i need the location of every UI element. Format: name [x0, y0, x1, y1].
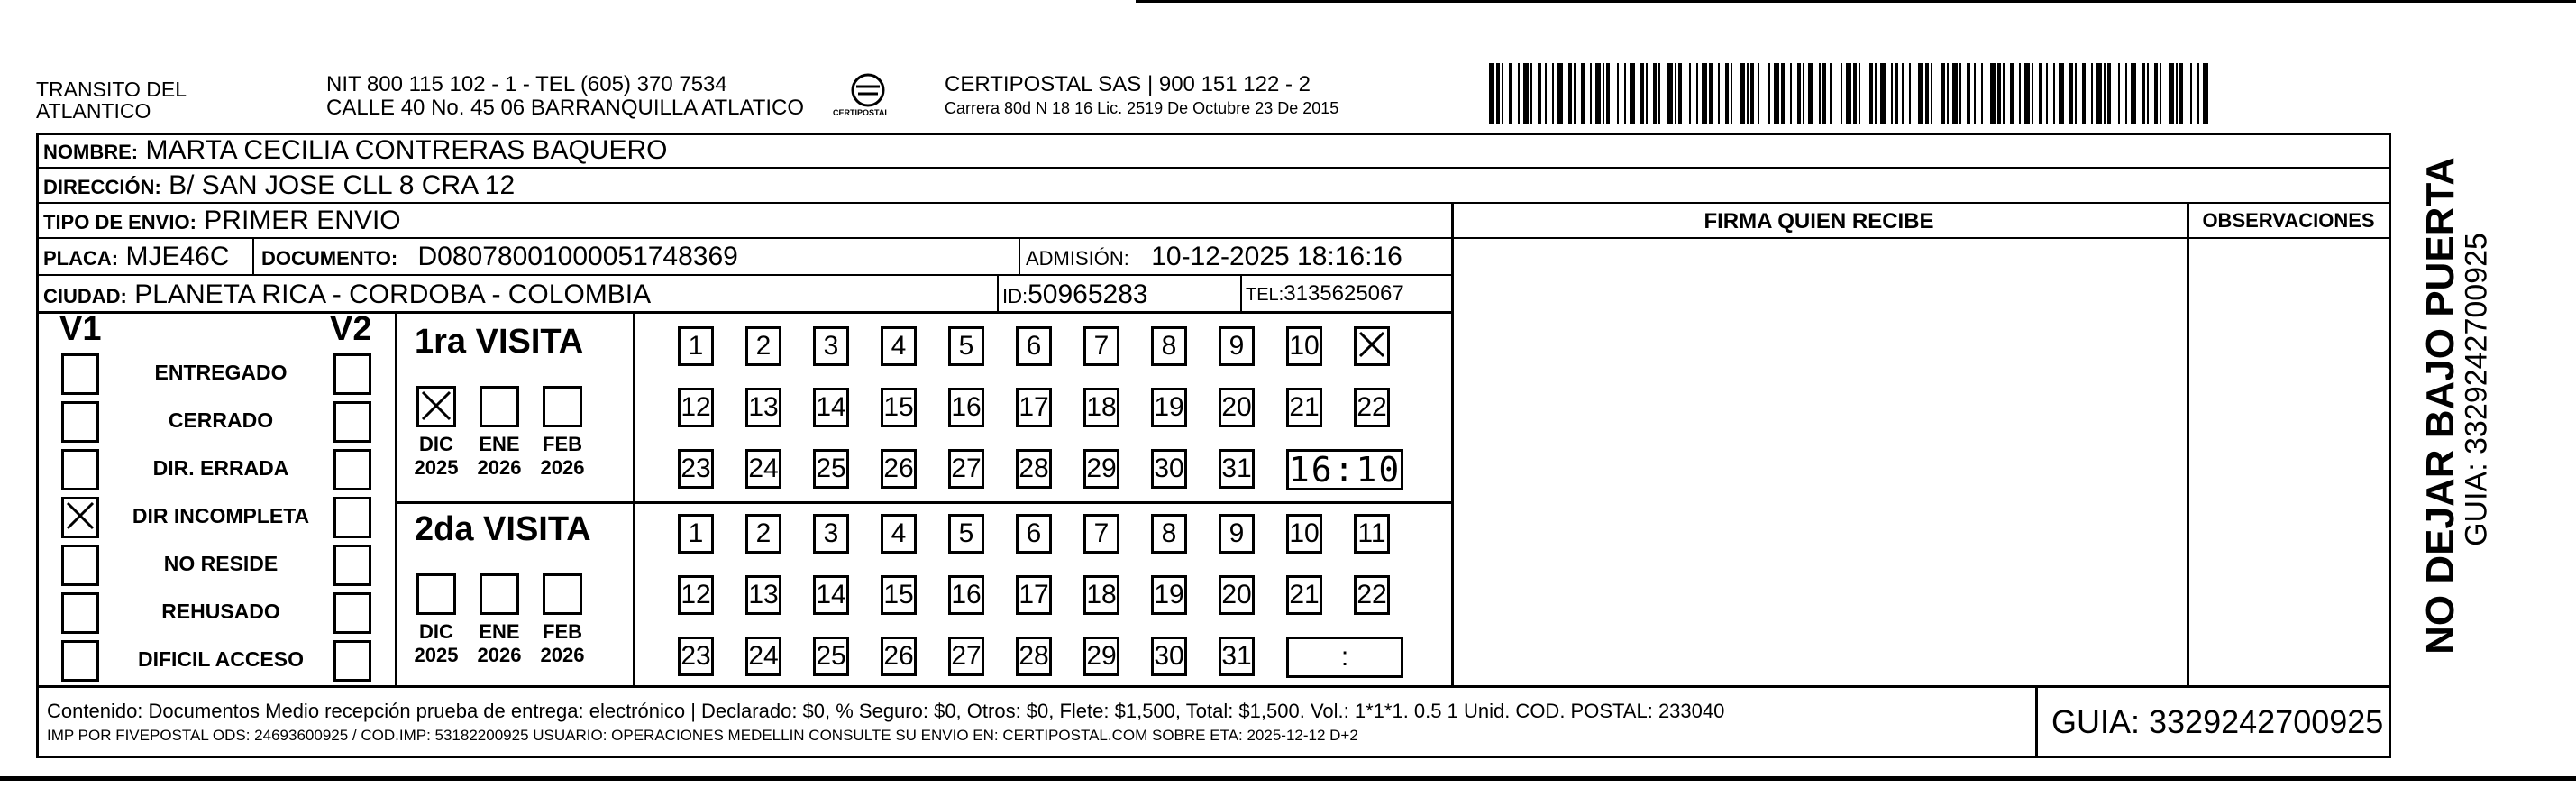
visit2-day-9[interactable] — [1219, 514, 1255, 554]
v2-checkbox[interactable] — [333, 592, 371, 634]
visit2-day-5[interactable] — [948, 514, 984, 554]
visit2-day-11[interactable] — [1354, 514, 1390, 554]
day-number: 12 — [681, 580, 711, 609]
header-license: Carrera 80d N 18 16 Lic. 2519 De Octubre 23 De 2015 — [945, 99, 1339, 117]
visit1-day-22[interactable] — [1354, 388, 1390, 427]
nombre-label: NOMBRE: — [43, 141, 139, 163]
day-number: 15 — [883, 392, 914, 422]
direccion-row — [43, 170, 515, 201]
frame-left — [36, 133, 39, 757]
status-label: DIR INCOMPLETA — [132, 504, 310, 527]
visit1-day-28[interactable] — [1016, 449, 1052, 489]
admision-row — [1026, 242, 1402, 272]
footer-imp-line: IMP POR FIVEPOSTAL ODS: 24693600925 / COD.IMP: 53182200925 USUARIO: OPERACIONES MEDELLIN CONSULTE SU ENVIO EN: CERTIPOSTAL.COM SOBRE ETA: 2025-12-12 D+2 — [47, 727, 1358, 744]
v2-checkbox[interactable] — [333, 353, 371, 395]
day-number: 25 — [816, 454, 846, 483]
col-line-obs-left — [2187, 202, 2189, 687]
visit2-day-20[interactable] — [1219, 575, 1255, 615]
placa-row — [43, 242, 230, 272]
visit2-day-27[interactable] — [948, 637, 984, 676]
v1-label: V1 — [59, 310, 102, 348]
nombre-value: MARTA CECILIA CONTRERAS BAQUERO — [145, 135, 668, 165]
day-number: 23 — [681, 641, 711, 671]
day-number: 27 — [951, 641, 982, 671]
visit1-day-5[interactable] — [948, 326, 984, 366]
visit1-day-7[interactable] — [1083, 326, 1119, 366]
visit2-day-8[interactable] — [1151, 514, 1187, 554]
visit2-day-24[interactable] — [745, 637, 781, 676]
tel-label: TEL: — [1246, 285, 1284, 305]
day-number: 11 — [1357, 518, 1386, 548]
day-number: 17 — [1019, 392, 1049, 422]
id-row — [1002, 279, 1148, 310]
header-left-line2: ATLANTICO — [36, 99, 151, 123]
v1-checkbox[interactable] — [61, 449, 99, 490]
footer-guia: GUIA: 3329242700925 — [2051, 703, 2384, 740]
day-number: 18 — [1086, 580, 1117, 609]
day-number: 23 — [681, 454, 711, 483]
visit1-day-30[interactable] — [1151, 449, 1187, 489]
visit2-month-checkbox[interactable] — [480, 573, 519, 615]
day-number: 14 — [816, 580, 846, 609]
side-title: NO DEJAR BAJO PUERTA — [2418, 157, 2462, 655]
day-number: 20 — [1221, 392, 1252, 422]
day-number: 12 — [681, 392, 711, 422]
footer-contenido: Contenido: Documentos Medio recepción prueba de entrega: electrónico | Declarado: $0, % Seguro: $0, Otros: $0, Flete: $1,500, Total: $1,500. Vol.: 1*1*1. 0.5 1 Unid. COD. POSTAL: 233040 — [47, 700, 1725, 722]
day-number: 28 — [1019, 454, 1049, 483]
day-number: 17 — [1019, 580, 1049, 609]
day-number: 3 — [823, 331, 839, 361]
day-number: 22 — [1357, 580, 1387, 609]
visit1-day-15[interactable] — [881, 388, 917, 427]
visit1-day-18[interactable] — [1083, 388, 1119, 427]
visit2-day-19[interactable] — [1151, 575, 1187, 615]
visit1-title: 1ra VISITA — [415, 323, 584, 361]
day-number: 29 — [1086, 454, 1117, 483]
visit2-day-12[interactable] — [678, 575, 714, 615]
visit2-day-3[interactable] — [813, 514, 849, 554]
visit1-month-checkbox[interactable] — [416, 386, 456, 427]
day-number: 10 — [1289, 331, 1320, 361]
tipo-label: TIPO DE ENVIO: — [43, 211, 196, 234]
visit2-day-18[interactable] — [1083, 575, 1119, 615]
visit-days-col-line — [633, 314, 635, 687]
visit1-day-31[interactable] — [1219, 449, 1255, 489]
day-number: 25 — [816, 641, 846, 671]
col-line-admision — [1019, 237, 1020, 275]
visit2-month-label: ENE 2026 — [477, 620, 522, 666]
status-label: REHUSADO — [161, 600, 280, 623]
visit1-day-17[interactable] — [1016, 388, 1052, 427]
v2-checkbox[interactable] — [333, 401, 371, 443]
day-number: 9 — [1229, 331, 1245, 361]
row-line-1 — [36, 167, 2390, 169]
day-number: 7 — [1093, 518, 1110, 548]
v1-checkbox[interactable] — [61, 640, 99, 682]
status-label: NO RESIDE — [163, 552, 279, 575]
visit1-day-14[interactable] — [813, 388, 849, 427]
frame-bottom — [36, 756, 2391, 758]
visit1-day-9[interactable] — [1219, 326, 1255, 366]
visit1-day-25[interactable] — [813, 449, 849, 489]
visit1-month-checkbox[interactable] — [543, 386, 582, 427]
placa-value: MJE46C — [125, 242, 230, 271]
visit2-day-13[interactable] — [745, 575, 781, 615]
col-line-tel — [1240, 274, 1242, 312]
visit1-day-13[interactable] — [745, 388, 781, 427]
day-number: 1 — [688, 518, 704, 548]
day-number: 16 — [951, 580, 982, 609]
visit2-day-25[interactable] — [813, 637, 849, 676]
visit1-month-label: ENE 2026 — [477, 433, 522, 479]
visit2-title: 2da VISITA — [415, 510, 591, 548]
ciudad-value: PLANETA RICA - CORDOBA - COLOMBIA — [134, 279, 652, 309]
day-number: 30 — [1154, 454, 1184, 483]
day-number: 16 — [951, 392, 982, 422]
v2-label: V2 — [330, 310, 372, 348]
visit1-day-29[interactable] — [1083, 449, 1119, 489]
visit1-day-21[interactable] — [1286, 388, 1322, 427]
visit1-day-10[interactable] — [1286, 326, 1322, 366]
v1-checkbox[interactable] — [61, 401, 99, 443]
admision-value: 10-12-2025 18:16:16 — [1151, 242, 1402, 271]
status-label: DIFICIL ACCESO — [137, 647, 304, 671]
scan-edge-top — [1136, 0, 2576, 3]
barcode — [1489, 63, 2210, 124]
visit1-day-6[interactable] — [1016, 326, 1052, 366]
visit2-day-31[interactable] — [1219, 637, 1255, 676]
visit1-day-20[interactable] — [1219, 388, 1255, 427]
direccion-label: DIRECCIÓN: — [43, 176, 161, 198]
scan-edge-bottom — [0, 776, 2576, 781]
visit1-day-4[interactable] — [881, 326, 917, 366]
visit2-day-28[interactable] — [1016, 637, 1052, 676]
visit2-day-6[interactable] — [1016, 514, 1052, 554]
visit1-day-23[interactable] — [678, 449, 714, 489]
v1-checkbox[interactable] — [61, 353, 99, 395]
firma-area[interactable] — [1455, 240, 2186, 683]
v2-checkbox[interactable] — [333, 497, 371, 538]
v1-checkbox[interactable] — [61, 497, 99, 538]
status-label: DIR. ERRADA — [152, 456, 289, 480]
visit-split-line — [395, 501, 1453, 504]
visit1-day-16[interactable] — [948, 388, 984, 427]
visit2-day-29[interactable] — [1083, 637, 1119, 676]
visit1-day-12[interactable] — [678, 388, 714, 427]
day-number: 7 — [1093, 331, 1110, 361]
v1-checkbox[interactable] — [61, 545, 99, 586]
ciudad-label: CIUDAD: — [43, 285, 127, 307]
day-number: 5 — [958, 331, 974, 361]
day-number: 2 — [755, 331, 772, 361]
visit2-day-4[interactable] — [881, 514, 917, 554]
row-line-2 — [36, 202, 2390, 204]
side-guia: GUIA: 3329242700925 — [2459, 233, 2494, 546]
day-number: 4 — [891, 518, 907, 548]
day-number: 18 — [1086, 392, 1117, 422]
day-number: 2 — [755, 518, 772, 548]
visit1-time-box[interactable]: 16:10 — [1286, 449, 1403, 490]
header-company: CERTIPOSTAL SAS | 900 151 122 - 2 — [945, 72, 1311, 96]
day-number: 1 — [688, 331, 704, 361]
visit2-day-14[interactable] — [813, 575, 849, 615]
status-label: CERRADO — [168, 408, 274, 432]
visit2-day-7[interactable] — [1083, 514, 1119, 554]
day-number: 29 — [1086, 641, 1117, 671]
direccion-value: B/ SAN JOSE CLL 8 CRA 12 — [169, 170, 516, 200]
visit1-month-label: DIC 2025 — [414, 433, 459, 479]
day-number: 26 — [883, 641, 914, 671]
visit1-day-3[interactable] — [813, 326, 849, 366]
nombre-row — [43, 135, 667, 166]
header-left-line1: TRANSITO DEL — [36, 78, 187, 101]
id-value: 50965283 — [1028, 279, 1148, 309]
day-number: 19 — [1154, 392, 1184, 422]
logo-text: CERTIPOSTAL — [833, 108, 890, 117]
tel-row — [1246, 281, 1404, 307]
visit1-day-11[interactable] — [1354, 326, 1390, 366]
day-number: 26 — [883, 454, 914, 483]
day-number: 31 — [1221, 641, 1252, 671]
visit2-day-30[interactable] — [1151, 637, 1187, 676]
v1-checkbox[interactable] — [61, 592, 99, 634]
day-number: 10 — [1289, 518, 1320, 548]
visit1-day-2[interactable] — [745, 326, 781, 366]
day-number: 13 — [748, 580, 779, 609]
col-line-placa — [252, 237, 254, 275]
day-number: 3 — [823, 518, 839, 548]
visit2-day-23[interactable] — [678, 637, 714, 676]
header-address: CALLE 40 No. 45 06 BARRANQUILLA ATLATICO — [326, 96, 805, 120]
day-number: 19 — [1154, 580, 1184, 609]
visit1-day-8[interactable] — [1151, 326, 1187, 366]
day-number: 15 — [883, 580, 914, 609]
ciudad-row — [43, 279, 651, 310]
documento-row — [261, 242, 738, 272]
day-number: 13 — [748, 392, 779, 422]
visit2-month-label: FEB 2026 — [540, 620, 585, 666]
visit2-time-box[interactable]: : — [1286, 637, 1403, 678]
visit1-day-27[interactable] — [948, 449, 984, 489]
col-line-firma-left — [1451, 202, 1454, 687]
visit2-day-15[interactable] — [881, 575, 917, 615]
visit2-day-22[interactable] — [1354, 575, 1390, 615]
documento-label: DOCUMENTO: — [261, 247, 398, 270]
day-number: 27 — [951, 454, 982, 483]
observaciones-area[interactable] — [2190, 240, 2388, 683]
visit2-day-17[interactable] — [1016, 575, 1052, 615]
tipo-value: PRIMER ENVIO — [204, 206, 401, 235]
v2-checkbox[interactable] — [333, 640, 371, 682]
admision-label: ADMISIÓN: — [1026, 247, 1129, 270]
day-number: 21 — [1289, 392, 1320, 422]
frame-right — [2389, 133, 2391, 757]
visit1-month-label: FEB 2026 — [540, 433, 585, 479]
col-line-id — [997, 274, 999, 312]
day-number: 24 — [748, 454, 779, 483]
observaciones-label: OBSERVACIONES — [2202, 209, 2375, 232]
day-number: 5 — [958, 518, 974, 548]
day-number: 24 — [748, 641, 779, 671]
day-number: 4 — [891, 331, 907, 361]
tel-value: 3135625067 — [1283, 281, 1404, 306]
certipostal-logo — [827, 72, 909, 123]
day-number: 8 — [1161, 518, 1177, 548]
visit2-day-16[interactable] — [948, 575, 984, 615]
day-number: 9 — [1229, 518, 1245, 548]
firma-header-bottom — [1451, 237, 2390, 239]
v2-checkbox[interactable] — [333, 545, 371, 586]
day-number: 6 — [1026, 331, 1042, 361]
placa-label: PLACA: — [43, 247, 119, 270]
day-number: 14 — [816, 392, 846, 422]
col-line-guia-footer — [2035, 685, 2038, 757]
day-number: 8 — [1161, 331, 1177, 361]
visit2-day-2[interactable] — [745, 514, 781, 554]
day-number: 31 — [1221, 454, 1252, 483]
visit2-day-21[interactable] — [1286, 575, 1322, 615]
visit1-day-19[interactable] — [1151, 388, 1187, 427]
visit2-day-26[interactable] — [881, 637, 917, 676]
visit2-day-1[interactable] — [678, 514, 714, 554]
visit2-month-checkbox[interactable] — [543, 573, 582, 615]
visit2-day-10[interactable] — [1286, 514, 1322, 554]
tipo-row — [43, 206, 401, 236]
visit1-day-26[interactable] — [881, 449, 917, 489]
visit1-day-1[interactable] — [678, 326, 714, 366]
day-number: 30 — [1154, 641, 1184, 671]
visit2-month-label: DIC 2025 — [414, 620, 459, 666]
visit-col-line — [395, 314, 397, 687]
visit1-month-checkbox[interactable] — [480, 386, 519, 427]
status-label: ENTREGADO — [154, 361, 288, 384]
visit1-day-24[interactable] — [745, 449, 781, 489]
visit2-month-checkbox[interactable] — [416, 573, 456, 615]
firma-label: FIRMA QUIEN RECIBE — [1704, 209, 1934, 234]
documento-value: D08078001000051748369 — [417, 242, 738, 271]
id-label: ID: — [1002, 285, 1028, 307]
day-number: 22 — [1357, 392, 1387, 422]
day-number: 20 — [1221, 580, 1252, 609]
day-number: 6 — [1026, 518, 1042, 548]
header-nit: NIT 800 115 102 - 1 - TEL (605) 370 7534 — [326, 72, 727, 96]
day-number: 28 — [1019, 641, 1049, 671]
day-number: 21 — [1289, 580, 1320, 609]
v2-checkbox[interactable] — [333, 449, 371, 490]
